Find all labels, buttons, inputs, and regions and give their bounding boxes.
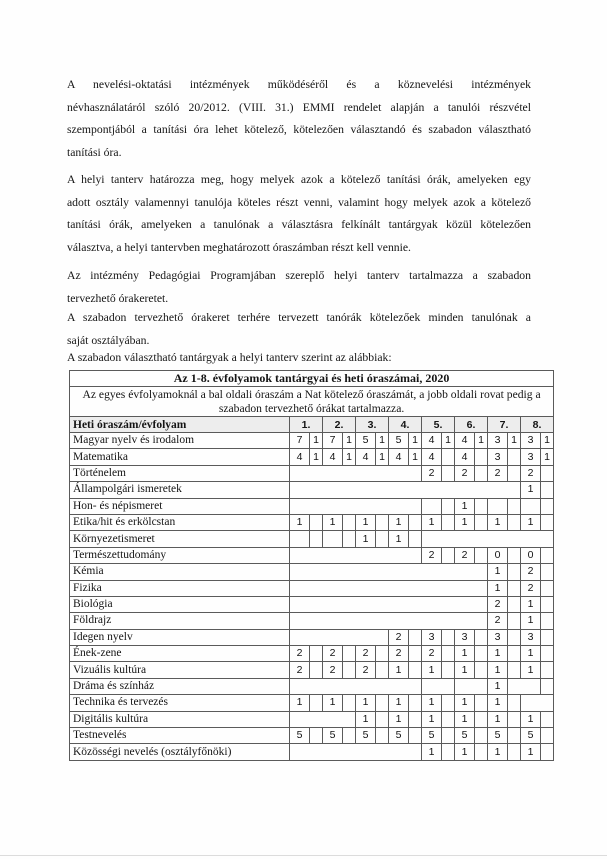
hours-cell: 5 [488, 728, 508, 744]
subject-cell: Technika és tervezés [70, 695, 290, 711]
empty-cell [290, 580, 488, 596]
table-row [70, 596, 554, 612]
empty-cell [541, 498, 554, 514]
empty-cell [290, 564, 488, 580]
hours-cell: 4 [422, 449, 442, 465]
empty-cell [541, 662, 554, 678]
hours-cell: 1 [488, 662, 508, 678]
subject-cell: Dráma és színház [70, 678, 290, 694]
text-line: névhasználatáról szóló 20/2012. (VIII. 31.) EMMI rendelet alapján a tanulói részvétel [67, 100, 531, 114]
empty-cell [541, 744, 554, 760]
hours-cell: 1 [488, 695, 508, 711]
hours-cell: 2 [323, 646, 343, 662]
paragraph-local-curriculum [67, 169, 531, 259]
text-line: Az intézmény Pedagógiai Programjában szereplő helyi tanterv tartalmazza a szabadon [67, 269, 531, 282]
hours-cell: 4 [290, 449, 310, 465]
subject-cell: Ének-zene [70, 646, 290, 662]
table-row [70, 449, 554, 465]
table-row [70, 465, 554, 481]
empty-cell [310, 514, 323, 530]
empty-cell [343, 646, 356, 662]
hours-cell: 2 [488, 596, 508, 612]
text-line: adott osztály valamennyi tanulója köteles részt venni, valamint hogy melyek azok a kötelező [67, 195, 531, 209]
hours-cell: 3 [488, 629, 508, 645]
hours-cell: 3 [521, 629, 541, 645]
hours-cell: 1 [389, 514, 409, 530]
empty-cell [409, 711, 422, 727]
hours-cell: 1 [455, 662, 475, 678]
empty-cell [475, 646, 488, 662]
empty-cell [290, 596, 488, 612]
empty-cell [541, 482, 554, 498]
table-row [70, 646, 554, 662]
subject-cell: Természettudomány [70, 547, 290, 563]
hours-cell: 2 [389, 629, 409, 645]
hours-cell: 1 [488, 744, 508, 760]
empty-cell [442, 711, 455, 727]
hours-cell: 1 [521, 482, 541, 498]
text-line: tanítási óra. [67, 145, 122, 159]
subject-cell: Földrajz [70, 613, 290, 629]
hours-cell: 4 [455, 449, 475, 465]
hours-cell: 7 [290, 433, 310, 449]
hours-cell: 1 [376, 449, 389, 465]
hours-cell: 1 [455, 695, 475, 711]
subject-cell: Biológia [70, 596, 290, 612]
table-title: Az 1-8. évfolyamok tantárgyai és heti óraszámai, 2020 [70, 371, 554, 387]
empty-cell [422, 678, 455, 694]
empty-cell [521, 498, 541, 514]
hours-cell: 1 [488, 514, 508, 530]
empty-cell [409, 662, 422, 678]
grade-header-5: 5. [422, 417, 455, 433]
empty-cell [442, 744, 455, 760]
empty-cell [442, 449, 455, 465]
hours-cell: 1 [521, 514, 541, 530]
empty-cell [376, 662, 389, 678]
hours-cell: 1 [310, 449, 323, 465]
subject-cell: Etika/hit és erkölcstan [70, 514, 290, 530]
hours-cell: 3 [488, 433, 508, 449]
hours-cell: 1 [541, 433, 554, 449]
hours-cell: 3 [455, 629, 475, 645]
empty-cell [508, 646, 521, 662]
empty-cell [508, 613, 521, 629]
table-subtitle [70, 387, 554, 417]
hours-cell: 5 [290, 728, 310, 744]
empty-cell [290, 465, 422, 481]
hours-cell: 1 [323, 695, 343, 711]
hours-cell: 3 [488, 449, 508, 465]
hours-cell: 1 [422, 695, 442, 711]
hours-cell: 2 [422, 465, 442, 481]
scan-edge-divider [0, 855, 607, 856]
empty-cell [442, 465, 455, 481]
empty-cell [475, 711, 488, 727]
hours-cell: 1 [455, 711, 475, 727]
empty-cell [541, 629, 554, 645]
empty-cell [409, 728, 422, 744]
table-row [70, 580, 554, 596]
table-header-row [70, 417, 554, 433]
text-line: szempontjából a tanítási óra lehet kötelező, kötelezően választandó és szabadon választható [67, 123, 531, 137]
empty-cell [508, 465, 521, 481]
hours-cell: 1 [455, 646, 475, 662]
empty-cell [290, 498, 422, 514]
text-line: A szabadon tervezhető órakeret terhére tervezett tanórák kötelezőek minden tanulónak a [67, 311, 531, 324]
hours-cell: 1 [422, 514, 442, 530]
hours-cell: 5 [422, 728, 442, 744]
hours-cell: 5 [455, 728, 475, 744]
empty-cell [475, 465, 488, 481]
empty-cell [422, 498, 442, 514]
empty-cell [508, 711, 521, 727]
empty-cell [310, 695, 323, 711]
empty-cell [541, 646, 554, 662]
empty-cell [475, 498, 488, 514]
table-row [70, 498, 554, 514]
hours-cell: 1 [521, 646, 541, 662]
hours-cell: 1 [409, 449, 422, 465]
empty-cell [442, 514, 455, 530]
empty-cell [508, 728, 521, 744]
hours-cell: 1 [521, 613, 541, 629]
hours-cell: 2 [356, 662, 376, 678]
empty-cell [442, 662, 455, 678]
empty-cell [376, 695, 389, 711]
hours-cell: 1 [389, 531, 409, 547]
hours-cell: 1 [389, 711, 409, 727]
empty-cell [541, 514, 554, 530]
empty-cell [541, 728, 554, 744]
empty-cell [508, 564, 521, 580]
empty-cell [475, 449, 488, 465]
empty-cell [290, 678, 422, 694]
empty-cell [521, 695, 554, 711]
hours-cell: 1 [356, 695, 376, 711]
empty-cell [508, 596, 521, 612]
subject-cell: Állampolgári ismeretek [70, 482, 290, 498]
table-row [70, 433, 554, 449]
table-body [70, 433, 554, 761]
hours-cell: 2 [422, 646, 442, 662]
subject-cell: Környezetismeret [70, 531, 290, 547]
subject-cell: Kémia [70, 564, 290, 580]
grade-header-7: 7. [488, 417, 521, 433]
hours-cell: 4 [356, 449, 376, 465]
empty-cell [488, 498, 508, 514]
hours-cell: 1 [508, 433, 521, 449]
empty-cell [442, 547, 455, 563]
empty-cell [475, 547, 488, 563]
table-row [70, 564, 554, 580]
empty-cell [541, 465, 554, 481]
empty-cell [290, 711, 356, 727]
hours-cell: 4 [323, 449, 343, 465]
hours-cell: 5 [521, 728, 541, 744]
empty-cell [422, 531, 554, 547]
empty-cell [475, 514, 488, 530]
subject-cell: Hon- és népismeret [70, 498, 290, 514]
hours-cell: 1 [290, 514, 310, 530]
empty-cell [290, 547, 422, 563]
empty-cell [475, 695, 488, 711]
grade-header-1: 1. [290, 417, 323, 433]
table-row [70, 678, 554, 694]
subject-cell: Testnevelés [70, 728, 290, 744]
empty-cell [508, 695, 521, 711]
table-row [70, 629, 554, 645]
hours-cell: 1 [521, 744, 541, 760]
hours-cell: 1 [455, 498, 475, 514]
empty-cell [310, 728, 323, 744]
hours-cell: 1 [488, 678, 508, 694]
empty-cell [290, 482, 521, 498]
empty-cell [508, 449, 521, 465]
empty-cell [455, 678, 488, 694]
empty-cell [310, 662, 323, 678]
empty-cell [508, 498, 521, 514]
hours-cell: 2 [521, 465, 541, 481]
grade-header-6: 6. [455, 417, 488, 433]
empty-cell [290, 629, 389, 645]
hours-cell: 1 [343, 433, 356, 449]
subject-cell: Fizika [70, 580, 290, 596]
grade-header-3: 3. [356, 417, 389, 433]
hours-cell: 1 [356, 514, 376, 530]
hours-cell: 1 [488, 580, 508, 596]
hours-cell: 1 [323, 514, 343, 530]
empty-cell [475, 728, 488, 744]
empty-cell [442, 629, 455, 645]
table-row [70, 482, 554, 498]
hours-cell: 5 [356, 728, 376, 744]
empty-cell [376, 514, 389, 530]
hours-cell: 2 [488, 613, 508, 629]
empty-cell [376, 711, 389, 727]
text-line: választva, a helyi tantervben meghatározott óraszámban részt kell vennie. [67, 240, 411, 254]
hours-cell: 2 [323, 662, 343, 678]
empty-cell [442, 728, 455, 744]
hours-cell: 1 [343, 449, 356, 465]
hours-cell: 4 [455, 433, 475, 449]
text-line: tervezhető órakeretet. [67, 291, 169, 305]
empty-cell [541, 547, 554, 563]
empty-cell [290, 613, 488, 629]
text-line: A szabadon választható tantárgyak a helyi tanterv szerint az alábbiak: [67, 351, 392, 364]
hours-cell: 3 [521, 449, 541, 465]
hours-cell: 1 [409, 433, 422, 449]
hours-cell: 2 [356, 646, 376, 662]
hours-cell: 1 [376, 433, 389, 449]
hours-cell: 4 [389, 449, 409, 465]
empty-cell [290, 744, 422, 760]
grade-header-2: 2. [323, 417, 356, 433]
paragraph-pedagogical-program [67, 265, 531, 310]
empty-cell [409, 695, 422, 711]
text-line: saját osztályában. [67, 333, 150, 347]
empty-cell [310, 646, 323, 662]
empty-cell [475, 662, 488, 678]
hours-cell: 5 [323, 728, 343, 744]
hours-cell: 5 [389, 433, 409, 449]
hours-cell: 1 [442, 433, 455, 449]
empty-cell [541, 678, 554, 694]
table-row [70, 662, 554, 678]
empty-cell [310, 531, 323, 547]
hours-cell: 1 [422, 744, 442, 760]
empty-cell [442, 498, 455, 514]
subtitle-line: Az egyes évfolyamoknál a bal oldali óraszám a Nat kötelező óraszámát, a jobb oldali rovat pedig a [82, 387, 541, 401]
hours-cell: 2 [521, 564, 541, 580]
empty-cell [343, 514, 356, 530]
empty-cell [508, 678, 541, 694]
curriculum-hours-table [69, 370, 554, 761]
hours-cell: 1 [521, 711, 541, 727]
hours-cell: 4 [422, 433, 442, 449]
hours-cell: 2 [455, 465, 475, 481]
table-row [70, 728, 554, 744]
empty-cell [376, 728, 389, 744]
hours-cell: 2 [422, 547, 442, 563]
hours-cell: 3 [521, 433, 541, 449]
empty-cell [409, 514, 422, 530]
empty-cell [541, 613, 554, 629]
table-row [70, 514, 554, 530]
subject-cell: Matematika [70, 449, 290, 465]
grade-header-4: 4. [389, 417, 422, 433]
empty-cell [508, 662, 521, 678]
empty-cell [541, 711, 554, 727]
table-row [70, 695, 554, 711]
empty-cell [508, 629, 521, 645]
empty-cell [541, 596, 554, 612]
header-label: Heti óraszám/évfolyam [70, 417, 290, 433]
table-title-row [70, 371, 554, 387]
empty-cell [409, 531, 422, 547]
empty-cell [442, 646, 455, 662]
hours-cell: 0 [521, 547, 541, 563]
hours-cell: 1 [422, 711, 442, 727]
hours-cell: 1 [389, 695, 409, 711]
empty-cell [323, 531, 343, 547]
subject-cell: Közösségi nevelés (osztályfőnöki) [70, 744, 290, 760]
table-row [70, 613, 554, 629]
empty-cell [409, 646, 422, 662]
empty-cell [442, 695, 455, 711]
empty-cell [290, 531, 310, 547]
subject-cell: Magyar nyelv és irodalom [70, 433, 290, 449]
hours-cell: 1 [422, 662, 442, 678]
empty-cell [343, 662, 356, 678]
empty-cell [376, 646, 389, 662]
hours-cell: 1 [521, 596, 541, 612]
grade-header-8: 8. [521, 417, 554, 433]
empty-cell [343, 695, 356, 711]
hours-cell: 7 [323, 433, 343, 449]
hours-cell: 2 [488, 465, 508, 481]
empty-cell [409, 629, 422, 645]
empty-cell [475, 629, 488, 645]
hours-cell: 1 [310, 433, 323, 449]
empty-cell [475, 744, 488, 760]
hours-cell: 1 [475, 433, 488, 449]
hours-cell: 2 [389, 646, 409, 662]
hours-cell: 2 [290, 646, 310, 662]
hours-cell: 1 [455, 744, 475, 760]
table-subtitle-row [70, 387, 554, 417]
text-line: A helyi tanterv határozza meg, hogy melyek azok a kötelező tanítási órák, amelyeken egy [67, 173, 531, 186]
hours-cell: 1 [356, 711, 376, 727]
subtitle-line: szabadon tervezhető órákat tartalmazza. [218, 401, 405, 415]
hours-cell: 1 [290, 695, 310, 711]
hours-cell: 2 [290, 662, 310, 678]
hours-cell: 1 [488, 646, 508, 662]
empty-cell [508, 514, 521, 530]
table-row [70, 711, 554, 727]
subject-cell: Vizuális kultúra [70, 662, 290, 678]
table-row [70, 531, 554, 547]
empty-cell [541, 580, 554, 596]
hours-cell: 1 [541, 449, 554, 465]
empty-cell [541, 564, 554, 580]
subject-cell: Történelem [70, 465, 290, 481]
hours-cell: 5 [389, 728, 409, 744]
hours-cell: 3 [422, 629, 442, 645]
hours-cell: 2 [455, 547, 475, 563]
hours-cell: 0 [488, 547, 508, 563]
hours-cell: 1 [455, 514, 475, 530]
empty-cell [508, 744, 521, 760]
hours-cell: 1 [521, 662, 541, 678]
hours-cell: 1 [356, 531, 376, 547]
hours-cell: 5 [356, 433, 376, 449]
hours-cell: 1 [389, 662, 409, 678]
empty-cell [343, 728, 356, 744]
subject-cell: Digitális kultúra [70, 711, 290, 727]
text-line: tanítási órák, amelyeken a tanulónak a választásra felkínált tantárgyak közül kötelezően [67, 218, 531, 232]
paragraph-legal-basis [67, 74, 531, 164]
empty-cell [376, 531, 389, 547]
empty-cell [508, 547, 521, 563]
table-row [70, 547, 554, 563]
hours-cell: 2 [521, 580, 541, 596]
empty-cell [508, 580, 521, 596]
hours-cell: 1 [488, 711, 508, 727]
paragraph-free-hours [67, 307, 531, 352]
hours-cell: 1 [488, 564, 508, 580]
text-line: A nevelési-oktatási intézmények működéséről és a köznevelési intézmények [67, 78, 531, 91]
subject-cell: Idegen nyelv [70, 629, 290, 645]
empty-cell [343, 531, 356, 547]
paragraph-table-intro [67, 347, 531, 370]
table-row [70, 744, 554, 760]
